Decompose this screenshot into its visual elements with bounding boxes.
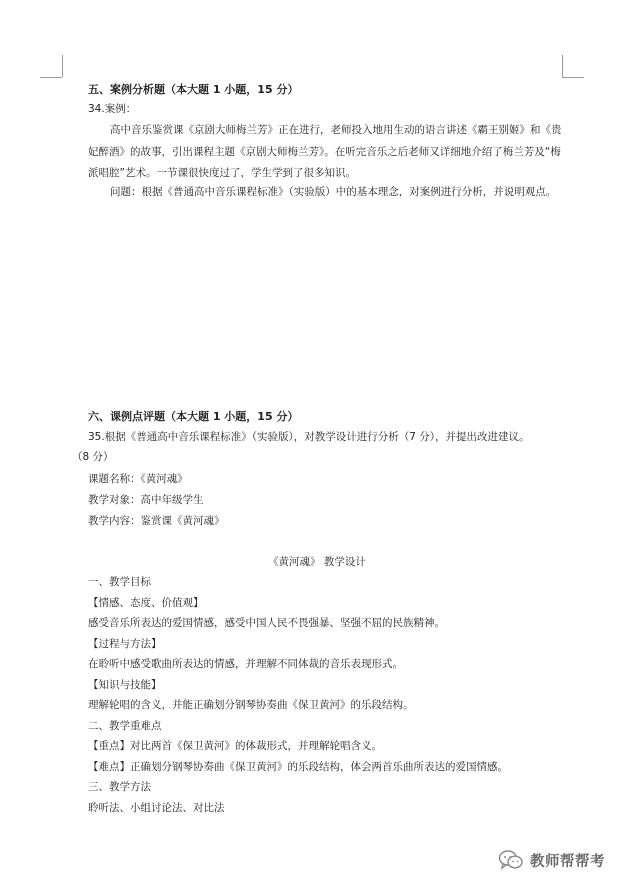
- crop-mark-top-left-v: [62, 55, 63, 77]
- case-paragraph-line-2: 妃醉酒》的故事，引出课程主题《京剧大师梅兰芳》。在听完音乐之后老师又详细地介绍了梅兰芳及“梅: [88, 146, 561, 158]
- lesson-audience: 教学对象：高中年级学生: [88, 494, 204, 506]
- case-question: 问题：根据《普通高中音乐课程标准》（实验版）中的基本理念，对案例进行分析，并说明观点。: [110, 186, 557, 198]
- goals-heading: 一、教学目标: [88, 576, 151, 588]
- crop-mark-top-right-h: [562, 77, 584, 78]
- process-text: 在聆听中感受歌曲所表达的情感，并理解不同体裁的音乐表现形式。: [88, 658, 403, 670]
- lesson-content: 教学内容：鉴赏课《黄河魂》: [88, 515, 225, 527]
- skills-text: 理解轮唱的含义，并能正确划分钢琴协奏曲《保卫黄河》的乐段结构。: [88, 699, 414, 711]
- methods-heading: 三、教学方法: [88, 781, 151, 793]
- crop-mark-top-left-h: [40, 77, 62, 78]
- question-35-line-2: （8 分）: [72, 451, 114, 463]
- crop-mark-top-right-v: [562, 55, 563, 77]
- process-label: 【过程与方法】: [88, 638, 162, 650]
- lesson-topic: 课题名称：《黄河魂》: [88, 473, 188, 485]
- methods-text: 聆听法、小组讨论法、对比法: [88, 802, 225, 814]
- design-title: 《黄河魂》 教学设计: [268, 556, 366, 568]
- keypoints-heading: 二、教学重难点: [88, 720, 162, 732]
- emotion-text: 感受音乐所表达的爱国情感，感受中国人民不畏强暴、坚强不屈的民族精神。: [88, 617, 445, 629]
- focus-text: 【重点】对比两首《保卫黄河》的体裁形式，并理解轮唱含义。: [88, 740, 382, 752]
- section5-heading: 五、案例分析题（本大题 1 小题，15 分）: [88, 83, 299, 96]
- question-35-line-1: 35.根据《普通高中音乐课程标准》（实验版），对教学设计进行分析（7 分），并提出改进建议。: [88, 431, 530, 443]
- case-label: 34.案例：: [88, 103, 137, 115]
- watermark-text: 教师帮帮考: [530, 853, 605, 870]
- watermark: [498, 849, 605, 871]
- case-paragraph-line-1: 高中音乐鉴赏课《京剧大师梅兰芳》正在进行，老师投入地用生动的语言讲述《霸王别姬》和《贵: [110, 124, 562, 136]
- skills-label: 【知识与技能】: [88, 679, 162, 691]
- section6-heading: 六、课例点评题（本大题 1 小题，15 分）: [88, 410, 299, 423]
- wechat-icon: [498, 849, 524, 871]
- case-paragraph-line-3: 派唱腔”艺术。一节课很快度过了，学生学到了很多知识。: [88, 167, 356, 179]
- difficulty-text: 【难点】正确划分钢琴协奏曲《保卫黄河》的乐段结构，体会两首乐曲所表达的爱国情感。: [88, 761, 508, 773]
- emotion-label: 【情感、态度、价值观】: [88, 597, 204, 609]
